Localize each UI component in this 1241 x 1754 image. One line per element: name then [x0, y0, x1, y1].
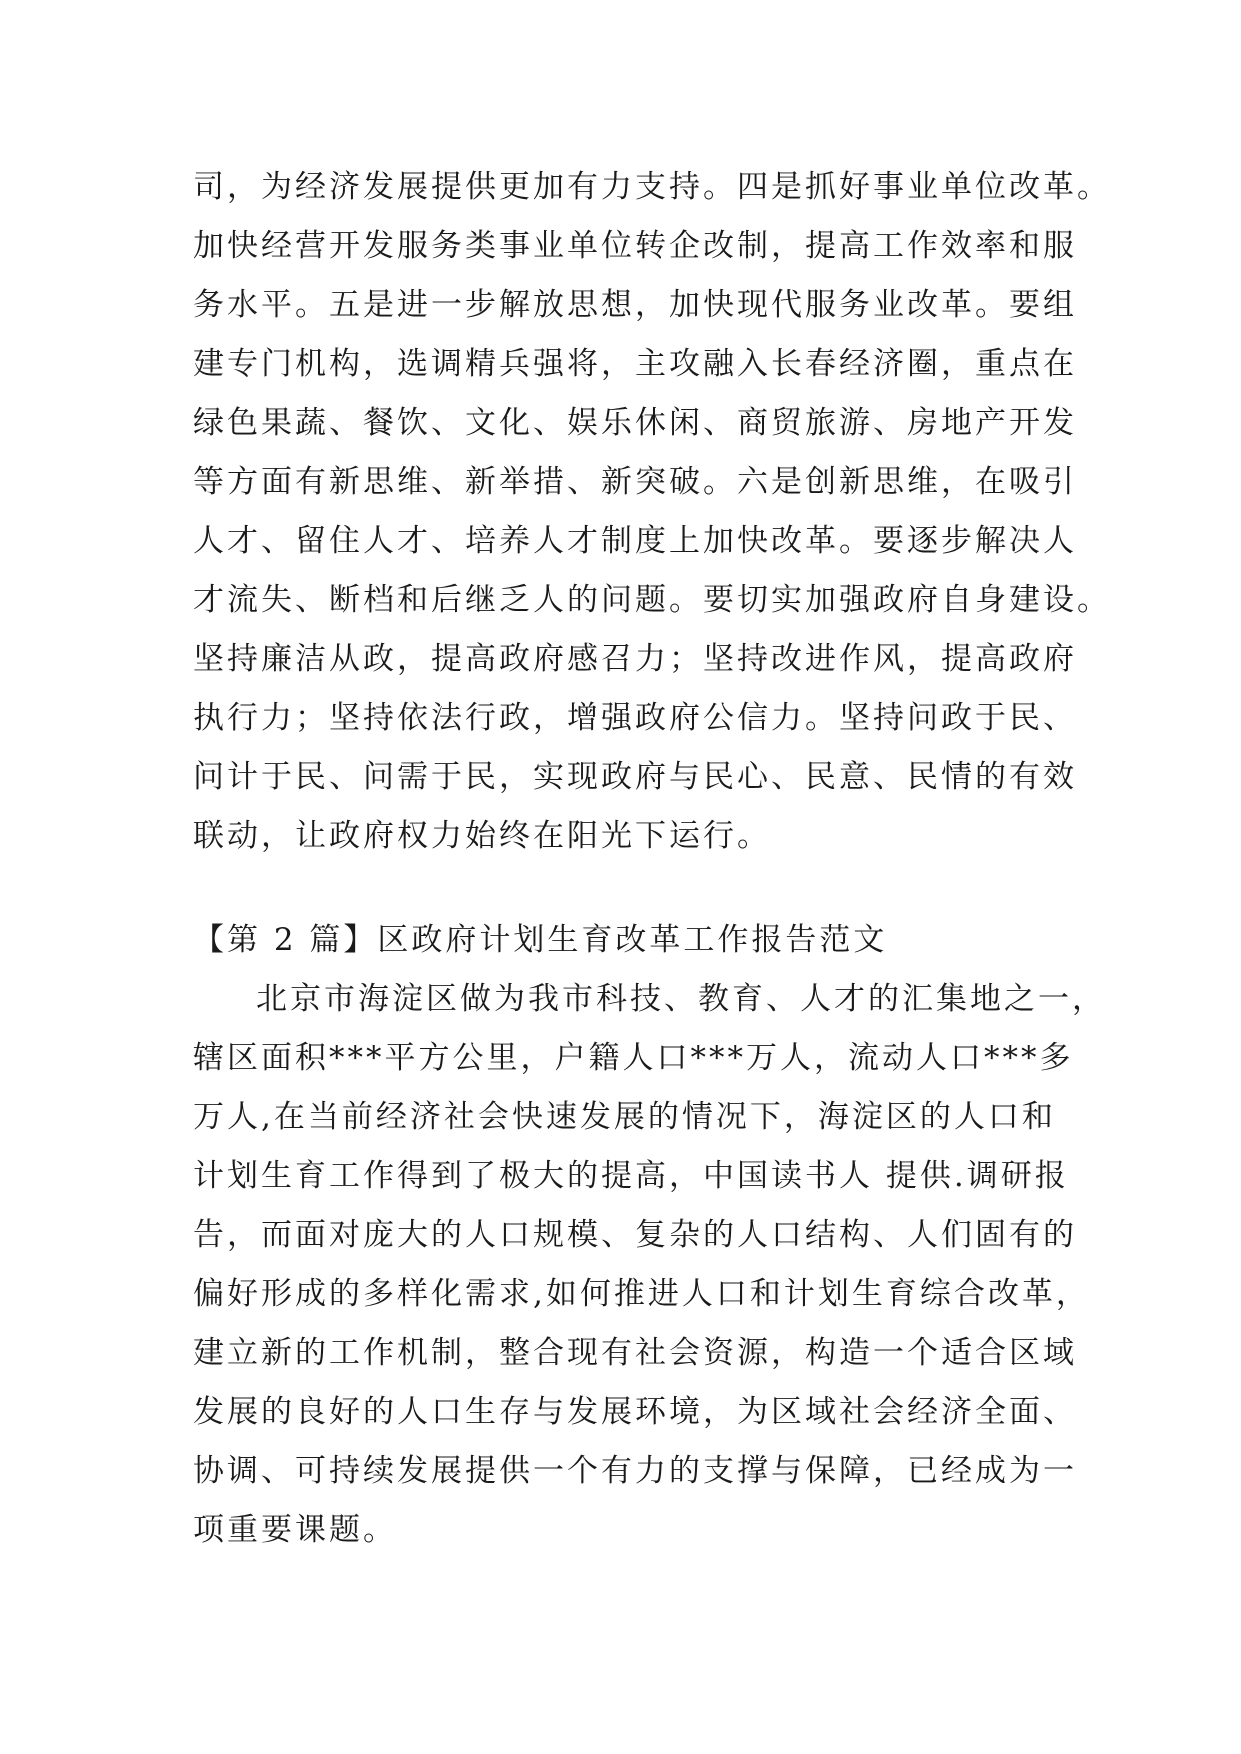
paragraph-line: 坚持廉洁从政，提高政府感召力；坚持改进作风，提高政府	[193, 641, 1077, 677]
paragraph-line: 绿色果蔬、餐饮、文化、娱乐休闲、商贸旅游、房地产开发	[193, 405, 1077, 441]
paragraph-line: 建专门机构，选调精兵强将，主攻融入长春经济圈，重点在	[193, 346, 1077, 382]
paragraph-line: 告，而面对庞大的人口规模、复杂的人口结构、人们固有的	[193, 1217, 1077, 1253]
paragraph-line: 才流失、断档和后继乏人的问题。要切实加强政府自身建设。	[193, 582, 1111, 618]
paragraph-line: 建立新的工作机制，整合现有社会资源，构造一个适合区域	[193, 1335, 1077, 1371]
section-1-body	[193, 158, 1111, 866]
paragraph-line: 等方面有新思维、新举措、新突破。六是创新思维，在吸引	[193, 464, 1077, 500]
paragraph-line: 偏好形成的多样化需求,如何推进人口和计划生育综合改革，	[193, 1276, 1090, 1312]
section-2-heading-block	[193, 911, 1073, 970]
paragraph-line: 辖区面积***平方公里，户籍人口***万人，流动人口***多	[193, 1040, 1074, 1076]
paragraph-line: 司，为经济发展提供更加有力支持。四是抓好事业单位改革。	[193, 169, 1111, 205]
section-2-body	[193, 970, 1106, 1560]
paragraph-line: 问计于民、问需于民，实现政府与民心、民意、民情的有效	[193, 759, 1077, 795]
paragraph-line: 万人,在当前经济社会快速发展的情况下，海淀区的人口和	[193, 1099, 1056, 1135]
paragraph-line: 执行力；坚持依法行政，增强政府公信力。坚持问政于民、	[193, 700, 1077, 736]
paragraph-line: 务水平。五是进一步解放思想，加快现代服务业改革。要组	[193, 287, 1077, 323]
paragraph-line: 协调、可持续发展提供一个有力的支撑与保障，已经成为一	[193, 1453, 1077, 1489]
paragraph-line: 项重要课题。	[193, 1512, 397, 1548]
paragraph-line: 发展的良好的人口生存与发展环境，为区域社会经济全面、	[193, 1394, 1077, 1430]
paragraph-line: 加快经营开发服务类事业单位转企改制，提高工作效率和服	[193, 228, 1077, 264]
paragraph-line: 计划生育工作得到了极大的提高，中国读书人 提供.调研报	[193, 1158, 1069, 1194]
paragraph-line: 联动，让政府权力始终在阳光下运行。	[193, 818, 771, 854]
paragraph-line: 人才、留住人才、培养人才制度上加快改革。要逐步解决人	[193, 523, 1077, 559]
paragraph-line: 北京市海淀区做为我市科技、教育、人才的汇集地之一，	[256, 981, 1106, 1017]
section-heading: 【第 2 篇】区政府计划生育改革工作报告范文	[193, 922, 888, 958]
